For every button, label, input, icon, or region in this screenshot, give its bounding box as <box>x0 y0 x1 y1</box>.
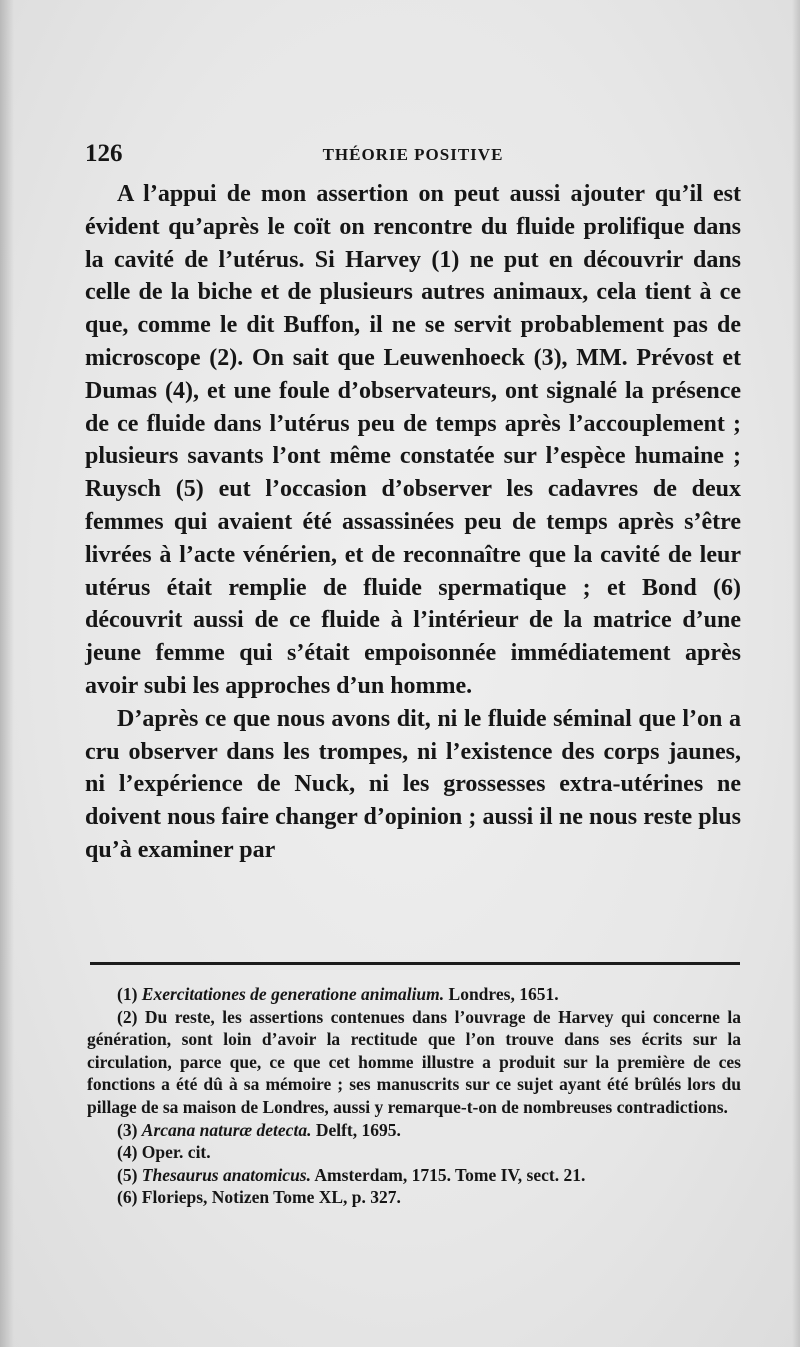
footnote-4 <box>87 1141 741 1164</box>
footnote-text: Amsterdam, 1715. Tome IV, sect. 21. <box>314 1164 586 1185</box>
paragraph-2: D’après ce que nous avons dit, ni le fluide séminal que l’on a cru observer dans les trompes, ni l’existence des corps jaunes, ni l’expérience de Nuck, ni les grossesses extra-utérines ne doivent nous faire changer d’opinion ; aussi il ne nous reste plus qu’à examiner par <box>85 705 741 863</box>
footnote-text: Londres, 1651. <box>448 984 559 1004</box>
footnote-text: Delft, 1695. <box>315 1119 401 1140</box>
footnote-marker: (3) <box>117 1119 138 1140</box>
running-head <box>85 140 741 174</box>
footnote-title: Exercitationes de generatione animalium. <box>141 984 445 1004</box>
footnote-marker: (2) <box>117 1006 138 1027</box>
paragraph-1: A l’appui de mon assertion on peut aussi ajouter qu’il est évident qu’après le coït on rencontre du fluide prolifique dans la cavité de l’utérus. Si Harvey (1) ne put en découvrir dans celle de la biche et de plusieurs autres animaux, cela tient à ce que, comme le dit Buffon, il ne se servit probablement pas de microscope (2). On sait que Leuwenhoeck (3), MM. Prévost et Dumas (4), et une foule d’observateurs, ont signalé la présence de ce fluide dans l’utérus peu de temps après l’accouplement ; plusieurs savants l’ont même constatée sur l’espèce humaine ; Ruysch (5) eut l’occasion d’observer les cadavres de deux femmes qui avaient été assassinées peu de temps après s’être livrées à l’acte vénérien, et de reconnaître que la cavité de leur utérus était remplie de fluide spermatique ; et Bond (6) découvrit aussi de ce fluide à l’intérieur de la matrice d’une jeune femme qui s’était empoisonnée immédiatement après avoir subi les approches d’un homme. <box>85 181 741 699</box>
footnote-5 <box>87 1164 741 1187</box>
footnote-marker: (1) <box>117 984 138 1004</box>
main-text <box>85 178 741 867</box>
footnote-6 <box>87 1186 741 1209</box>
running-title: THÉORIE POSITIVE <box>322 145 504 164</box>
footnote-3 <box>87 1119 741 1142</box>
footnote-marker: (4) <box>117 1142 138 1163</box>
footnotes <box>87 983 741 1209</box>
footnote-text: Florieps, Notizen Tome XL, p. 327. <box>141 1187 401 1208</box>
footnote-title: Arcana naturæ detecta. <box>141 1119 312 1140</box>
footnote-marker: (6) <box>117 1187 138 1208</box>
footnote-1 <box>87 983 741 1006</box>
footnote-text: Du reste, les assertions contenues dans l’ouvrage de Harvey qui concerne la génération, sont loin d’avoir la rectitude que l’on trouve dans ses écrits sur la circulation, parce que, ce que cet homme illustre a produit sur la première de ces fonctions a été dû à sa mémoire ; ses manuscrits sur ce sujet ayant été brûlés lors du pillage de sa maison de Londres, aussi y remarque-t-on de nombreuses contradictions. <box>87 1006 741 1117</box>
footnote-title: Thesaurus anatomicus. <box>141 1164 311 1185</box>
footnote-marker: (5) <box>117 1164 138 1185</box>
footnote-rule <box>90 962 740 965</box>
page-number: 126 <box>85 140 123 167</box>
footnote-text: Oper. cit. <box>141 1142 211 1163</box>
footnote-2 <box>87 1006 741 1119</box>
